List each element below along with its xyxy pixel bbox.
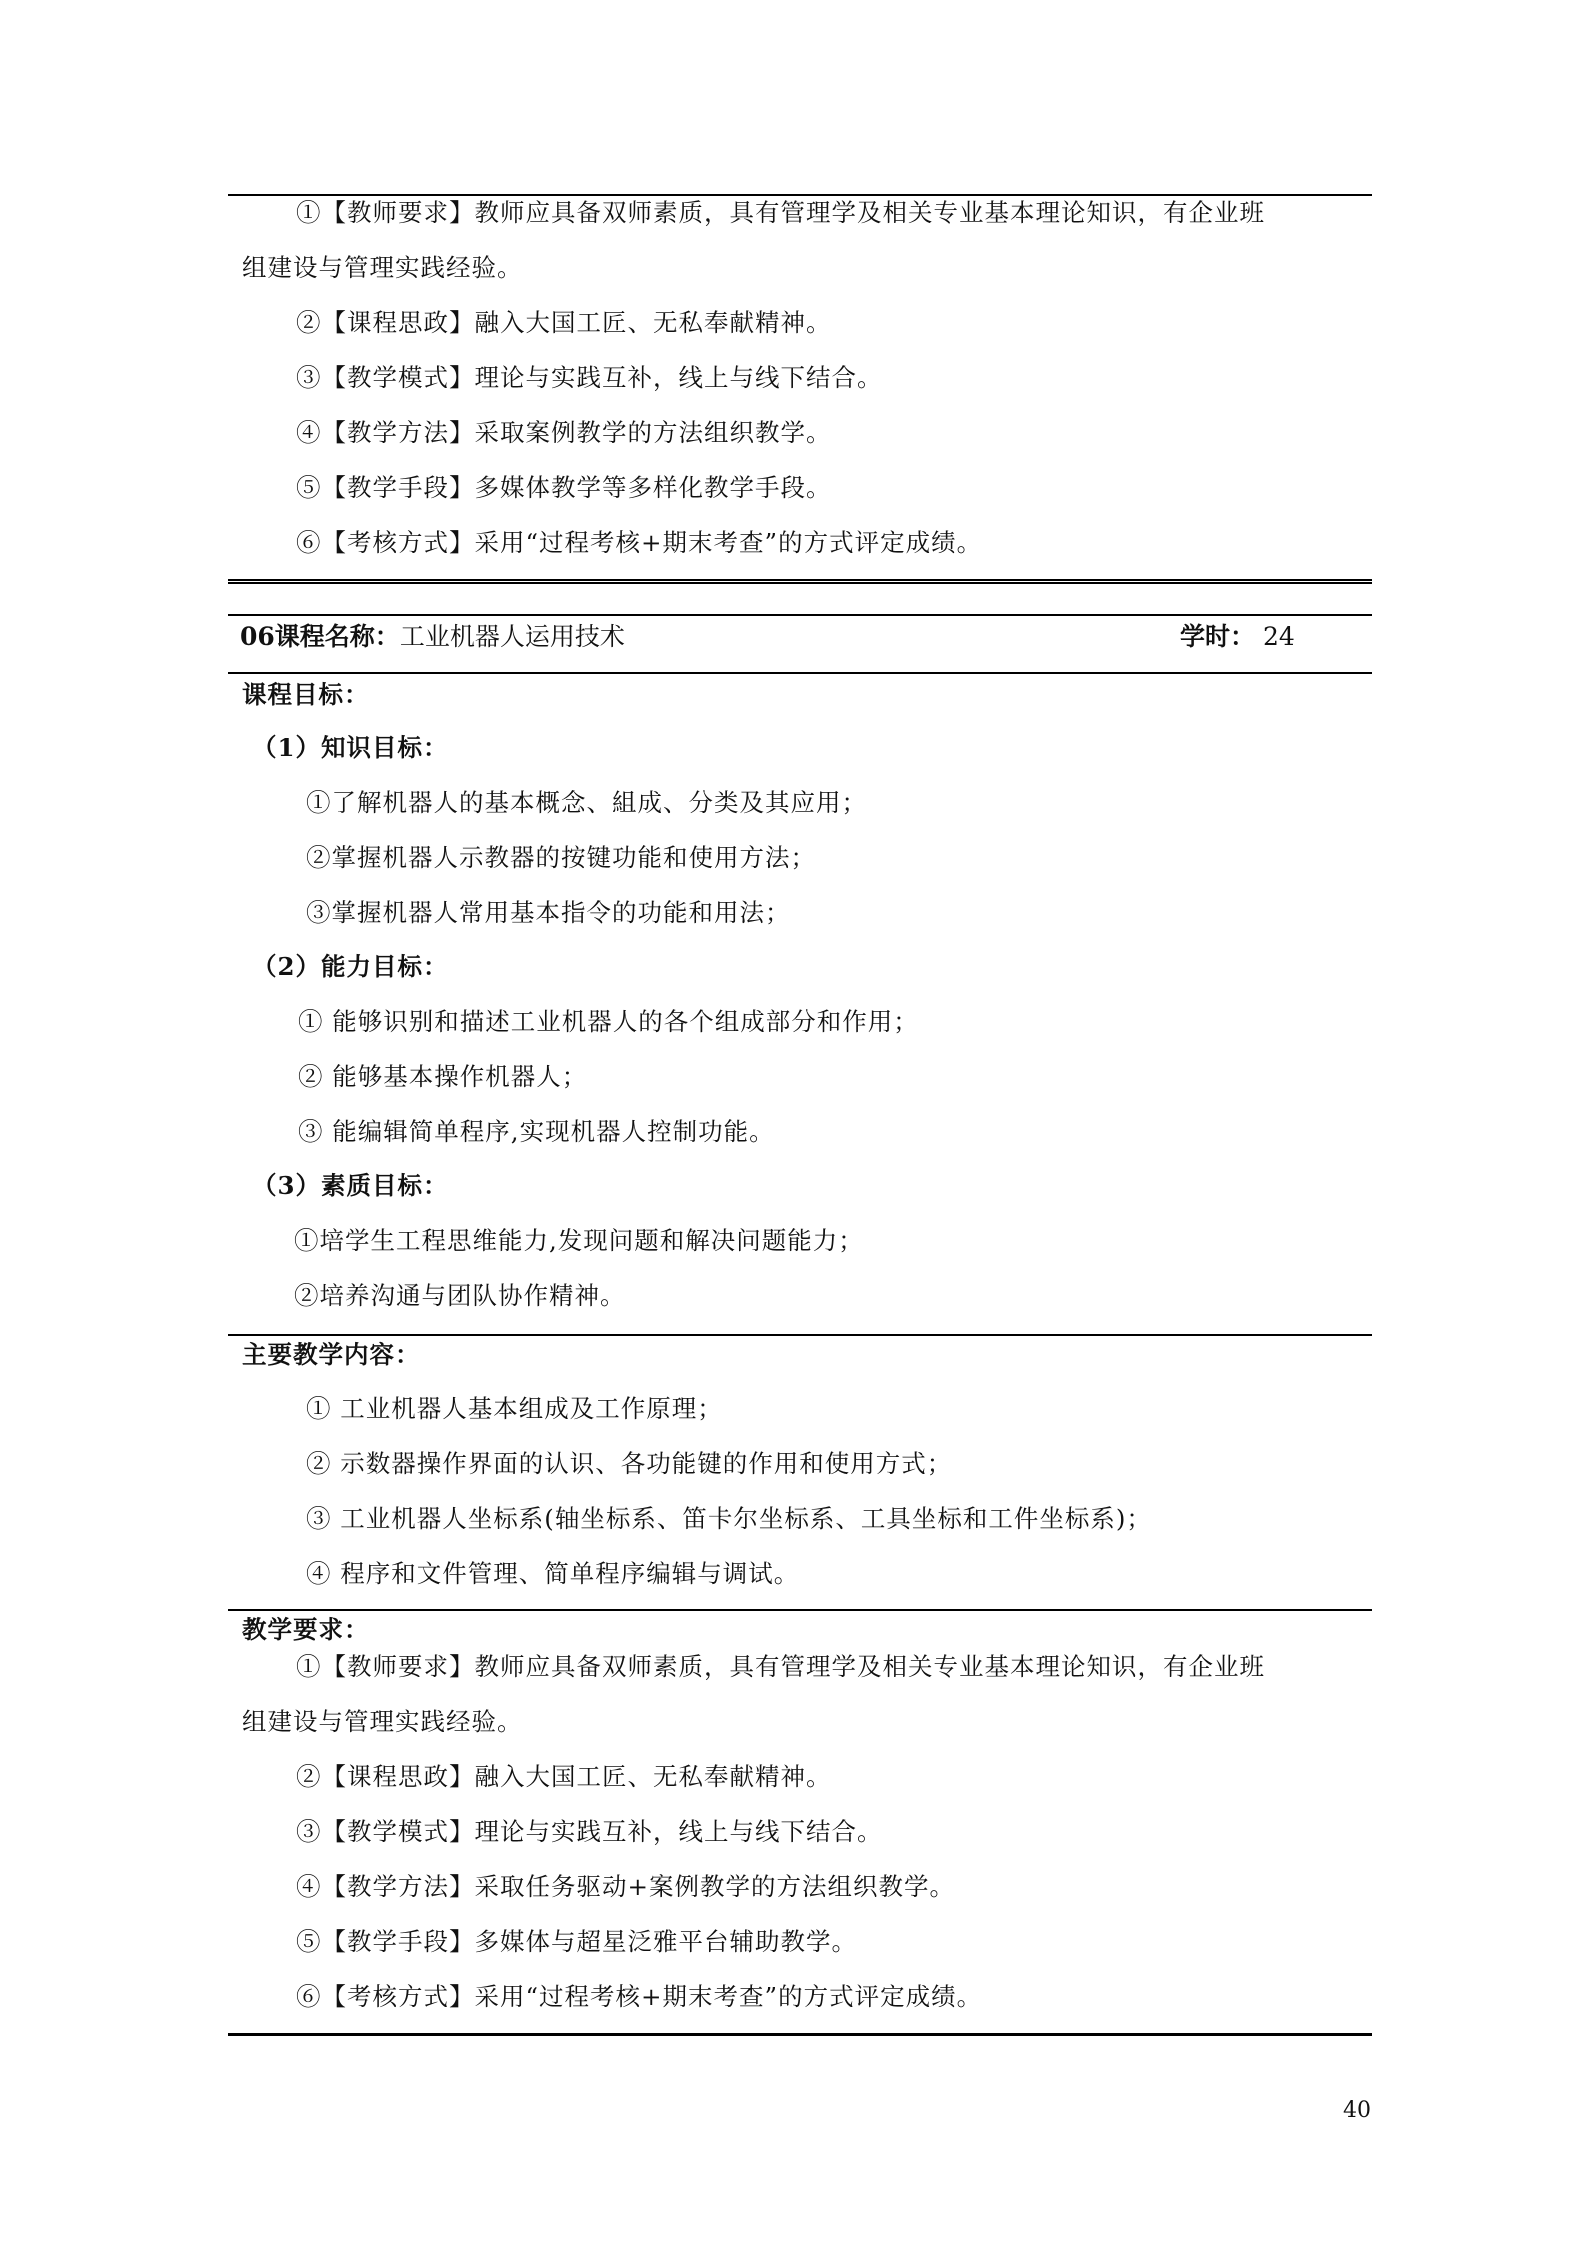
content-item-4: ④ 程序和文件管理、简单程序编辑与调试。 <box>306 1559 800 1588</box>
quality-item-2: ②培养沟通与团队协作精神。 <box>294 1281 626 1310</box>
req-line-3: ②【课程思政】融入大国工匠、无私奉献精神。 <box>296 1762 832 1791</box>
knowledge-item-1: ①了解机器人的基本概念、組成、分类及其应用； <box>306 788 867 817</box>
requirements-heading: 教学要求： <box>242 1615 370 1644</box>
course-hours-value: 24 <box>1262 622 1295 651</box>
course-number: 06 <box>240 622 275 651</box>
quality-item-1: ①培学生工程思维能力,发现问题和解决问题能力； <box>294 1226 864 1255</box>
content-item-2: ② 示数器操作界面的认识、各功能键的作用和使用方式； <box>306 1449 953 1478</box>
objectives-heading: 课程目标： <box>242 680 370 709</box>
ability-item-3: ③ 能编辑简单程序,实现机器人控制功能。 <box>298 1117 775 1146</box>
req-line-4: ③【教学模式】理论与实践互补，线上与线下结合。 <box>296 1817 883 1846</box>
prev-req-line-7: ⑥【考核方式】采用“过程考核+期末考查”的方式评定成绩。 <box>296 528 983 557</box>
content-heading: 主要教学内容： <box>242 1340 421 1369</box>
course-title <box>240 620 625 654</box>
req-line-6: ⑤【教学手段】多媒体与超星泛雅平台辅助教学。 <box>296 1927 857 1956</box>
quality-heading: （3）素质目标： <box>252 1171 449 1200</box>
prev-req-line-1: ①【教师要求】教师应具备双师素质，具有管理学及相关专业基本理论知识，有企业班 <box>296 198 1265 227</box>
knowledge-item-3: ③掌握机器人常用基本指令的功能和用法； <box>306 898 791 927</box>
req-line-5: ④【教学方法】采取任务驱动+案例教学的方法组织教学。 <box>296 1872 956 1901</box>
section-bottom-rule <box>228 2033 1372 2036</box>
req-line-7: ⑥【考核方式】采用“过程考核+期末考查”的方式评定成绩。 <box>296 1982 983 2011</box>
requirements-top-rule <box>228 1609 1372 1611</box>
content-top-rule <box>228 1334 1372 1336</box>
course-hours-label: 学时： <box>1180 622 1256 651</box>
course-header-bottom-rule <box>228 672 1372 674</box>
page-number: 40 <box>1343 2098 1371 2123</box>
prev-req-line-6: ⑤【教学手段】多媒体教学等多样化教学手段。 <box>296 473 832 502</box>
prev-req-line-3: ②【课程思政】融入大国工匠、无私奉献精神。 <box>296 308 832 337</box>
course-name: 工业机器人运用技术 <box>399 622 625 651</box>
course-hours <box>1180 620 1295 654</box>
prev-req-line-5: ④【教学方法】采取案例教学的方法组织教学。 <box>296 418 832 447</box>
knowledge-item-2: ②掌握机器人示教器的按键功能和使用方法； <box>306 843 816 872</box>
req-line-1: ①【教师要求】教师应具备双师素质，具有管理学及相关专业基本理论知识，有企业班 <box>296 1652 1265 1681</box>
ability-heading: （2）能力目标： <box>252 952 449 981</box>
content-item-1: ① 工业机器人基本组成及工作原理； <box>306 1394 723 1423</box>
prev-req-line-2: 组建设与管理实践经验。 <box>242 253 523 282</box>
req-line-2: 组建设与管理实践经验。 <box>242 1707 523 1736</box>
ability-item-1: ① 能够识别和描述工业机器人的各个组成部分和作用； <box>298 1007 919 1036</box>
knowledge-heading: （1）知识目标： <box>252 733 449 762</box>
prev-req-line-4: ③【教学模式】理论与实践互补，线上与线下结合。 <box>296 363 883 392</box>
ability-item-2: ② 能够基本操作机器人； <box>298 1062 588 1091</box>
course-header-top-rule <box>228 614 1372 616</box>
content-item-3: ③ 工业机器人坐标系(轴坐标系、笛卡尔坐标系、工具坐标和工件坐标系)； <box>306 1504 1152 1533</box>
section-double-rule <box>228 579 1372 584</box>
course-name-label: 课程名称： <box>274 622 400 651</box>
